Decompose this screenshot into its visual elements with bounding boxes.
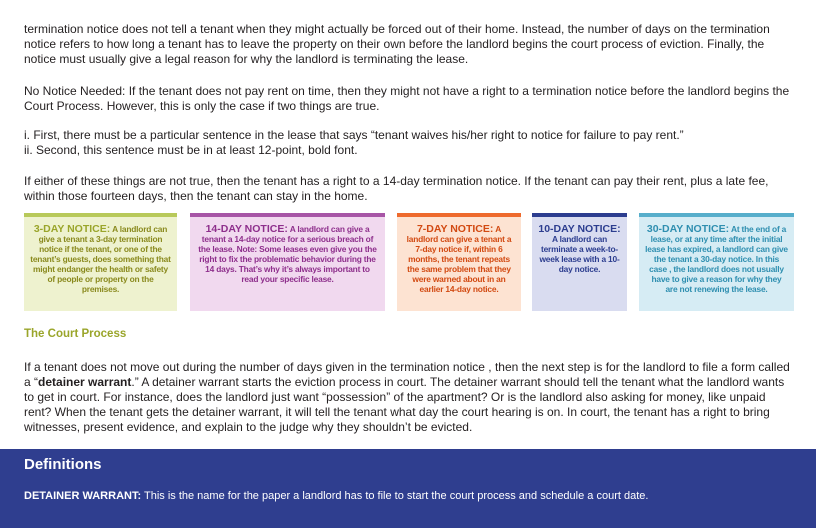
definition-term: DETAINER WARRANT: xyxy=(24,490,142,502)
court-process-heading: The Court Process xyxy=(24,328,127,340)
condition-item: i. First, there must be a particular sentence in the lease that says “tenant waives his/her right to notice for failure to pay rent.” xyxy=(24,128,684,142)
court-process-paragraph xyxy=(24,360,794,435)
court-text-after: .” A detainer warrant starts the eviction process in court. The detainer warrant should tell the tenant what the landlord wants to get in court. For instance, does the landlord just want “possession” of the apartment? Or is the landlord also asking for money, like unpaid rent? When the tenant gets the detainer warrant, it will tell the tenant what day the court hearing is on. In court, the tenant has a right to bring witnesses, present evidence, and explain to the judge why they shouldn’t be evicted. xyxy=(24,375,785,434)
notice-text: A landlord can give a tenant a 14-day notice for a serious breach of the lease. Note: Some leases even give you the right to fix the problematic behavior during the 14 days. That’s why it’s always important to read your specific lease. xyxy=(198,224,377,284)
intro-paragraph: termination notice does not tell a tenant when they might actually be forced out of their home. Instead, the number of days on the termination notice refers to how long a tenant has to leave the property on their own before the landlord begins the court process of eviction. Finally, the notice must usually give a legal reason for why the landlord is terminating the lease. xyxy=(24,22,770,66)
condition-item: ii. Second, this sentence must be in at least 12-point, bold font. xyxy=(24,143,358,157)
detainer-warrant-term: detainer warrant xyxy=(38,375,132,389)
either-paragraph: If either of these things are not true, then the tenant has a right to a 14-day termination notice. If the tenant can pay their rent, plus a late fee, within those fourteen days, then the tenant can stay in the home. xyxy=(24,174,769,203)
notice-boxes xyxy=(24,213,794,311)
notice-text: A landlord can give a tenant a 3-day termination notice if the tenant, or one of the tenant’s guests, does something that might endanger the health or safety of people or property on the premises. xyxy=(30,224,171,294)
notice-heading: 7-DAY NOTICE: xyxy=(416,223,494,235)
definitions-panel xyxy=(0,449,816,528)
notice-text: A landlord can give a tenant a 7-day notice if, within 6 months, the tenant repeats the same problem that they were warned about in an earlier 14-day notice. xyxy=(406,224,512,294)
notice-heading: 3-DAY NOTICE: xyxy=(33,223,111,235)
no-notice-paragraph: No Notice Needed: If the tenant does not pay rent on time, then they might not have a right to a termination notice before the landlord begins the Court Process. However, this is only the case if two things are true. xyxy=(24,84,790,113)
notice-box-30-day xyxy=(639,213,794,311)
notice-heading: 10-DAY NOTICE: xyxy=(538,223,621,235)
definitions-title: Definitions xyxy=(24,456,102,473)
notice-heading: 14-DAY NOTICE: xyxy=(205,223,288,235)
notice-box-3-day xyxy=(24,213,177,311)
conditions-list xyxy=(24,128,794,158)
notice-text: A landlord can terminate a week-to-week lease with a 10-day notice. xyxy=(539,234,620,274)
notice-box-7-day xyxy=(397,213,521,311)
notice-box-14-day xyxy=(190,213,385,311)
notice-text: At the end of a lease, or at any time after the initial lease has expired, a landlord can give the tenant a 30-day notice. In this case , the landlord does not usually have to give a reason for why they are not renewing the lease. xyxy=(645,224,788,294)
court-text-before: If a tenant does not move out during the number of days given in the termination notice , then the next step is for the landlord to file a form called a “ xyxy=(24,360,790,389)
definition-entry xyxy=(24,489,648,503)
notice-heading: 30-DAY NOTICE: xyxy=(646,223,730,235)
definition-text: This is the name for the paper a landlord has to file to start the court process and schedule a court date. xyxy=(141,490,649,502)
notice-box-10-day xyxy=(532,213,627,311)
